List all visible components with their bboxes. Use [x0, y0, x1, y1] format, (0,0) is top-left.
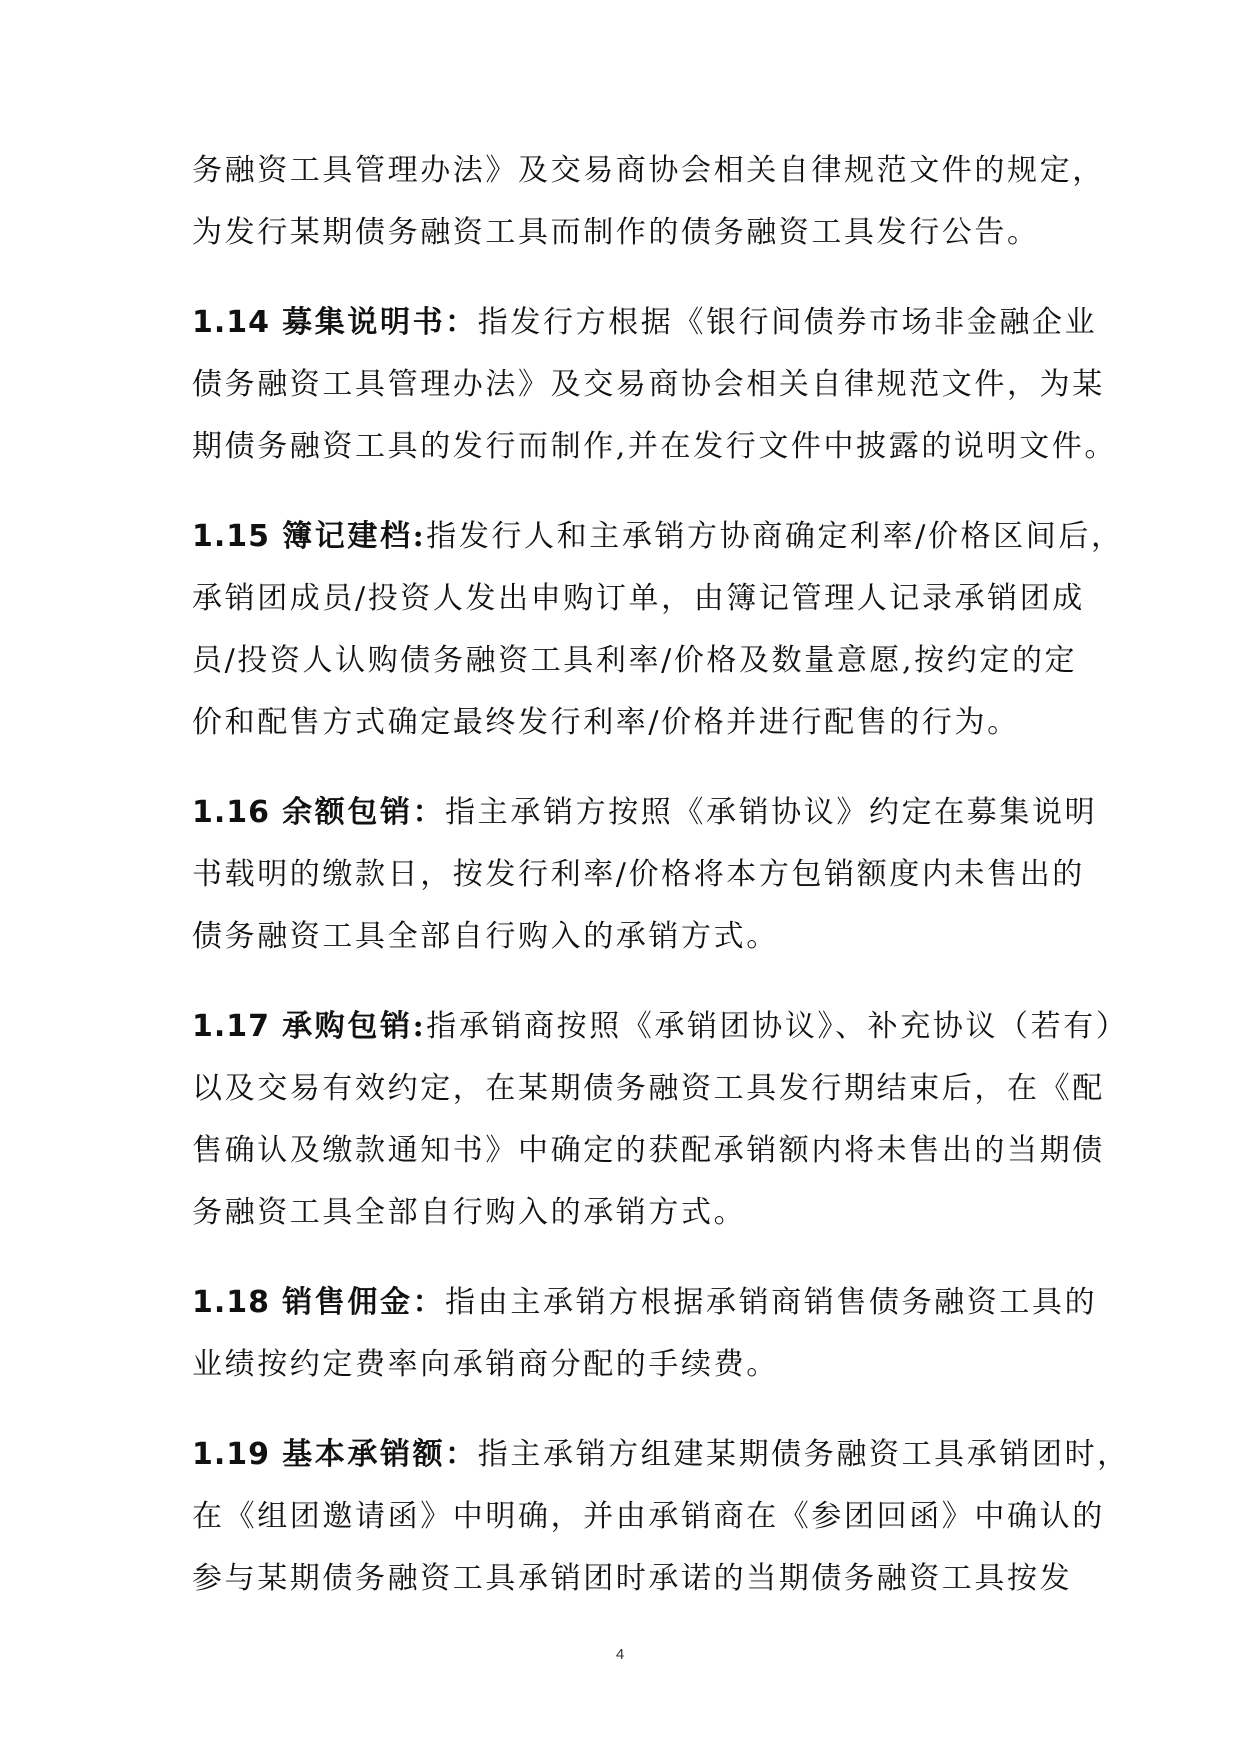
definition-1-15 [192, 506, 1124, 754]
definition-first-line [192, 292, 1098, 354]
text-line: 业绩按约定费率向承销商分配的手续费。 [192, 1347, 779, 1382]
definition-term: 销售佣金： [282, 1285, 446, 1320]
definition-number: 1.14 [192, 305, 271, 340]
text-line: 期债务融资工具的发行而制作,并在发行文件中披露的说明文件。 [192, 429, 1117, 464]
definition-number: 1.19 [192, 1437, 271, 1472]
page-number: 4 [615, 1646, 625, 1663]
text-line: 务融资工具全部自行购入的承销方式。 [192, 1195, 747, 1230]
text-line: 参与某期债务融资工具承销团时承诺的当期债务融资工具按发 [192, 1561, 1073, 1596]
text-line: 承销团成员/投资人发出申购订单，由簿记管理人记录承销团成 [192, 581, 1085, 616]
definition-number: 1.16 [192, 795, 271, 830]
definition-term: 余额包销： [282, 795, 446, 830]
definition-number: 1.17 [192, 1009, 271, 1044]
definition-first-line [192, 782, 1098, 844]
document-body [192, 140, 1130, 1638]
definition-first-line [192, 506, 1124, 568]
definition-1-14 [192, 292, 1117, 478]
definition-text: 指发行方根据《银行间债券市场非金融企业 [477, 305, 1098, 340]
text-line: 债务融资工具全部自行购入的承销方式。 [192, 919, 779, 954]
intro-paragraph [192, 140, 1105, 264]
definition-text: 指主承销方按照《承销协议》约定在募集说明 [445, 795, 1098, 830]
definition-number: 1.18 [192, 1285, 271, 1320]
definition-1-16 [192, 782, 1098, 968]
text-line: 书载明的缴款日，按发行利率/价格将本方包销额度内未售出的 [192, 857, 1085, 892]
definition-term: 募集说明书： [282, 305, 478, 340]
definition-term: 基本承销额： [282, 1437, 478, 1472]
definition-first-line [192, 1272, 1098, 1334]
text-line: 价和配售方式确定最终发行利率/价格并进行配售的行为。 [192, 705, 1020, 740]
definition-number: 1.15 [192, 519, 271, 554]
text-line: 务融资工具管理办法》及交易商协会相关自律规范文件的规定， [192, 153, 1105, 188]
definition-1-17 [192, 996, 1129, 1244]
definition-text: 指发行人和主承销方协商确定利率/价格区间后， [426, 519, 1124, 554]
text-line: 员/投资人认购债务融资工具利率/价格及数量意愿,按约定的定 [192, 643, 1078, 678]
definition-1-19 [192, 1424, 1130, 1610]
definition-term: 承购包销: [282, 1009, 427, 1044]
text-line: 售确认及缴款通知书》中确定的获配承销额内将未售出的当期债 [192, 1133, 1105, 1168]
definition-text: 指主承销方组建某期债务融资工具承销团时， [477, 1437, 1130, 1472]
text-line: 在《组团邀请函》中明确，并由承销商在《参团回函》中确认的 [192, 1499, 1105, 1534]
definition-term: 簿记建档: [282, 519, 427, 554]
text-line: 为发行某期债务融资工具而制作的债务融资工具发行公告。 [192, 215, 1040, 250]
definition-1-18 [192, 1272, 1098, 1396]
definition-text: 指承销商按照《承销团协议》、补充协议（若有） [426, 1009, 1129, 1044]
text-line: 债务融资工具管理办法》及交易商协会相关自律规范文件，为某 [192, 367, 1105, 402]
definition-first-line [192, 1424, 1130, 1486]
definition-text: 指由主承销方根据承销商销售债务融资工具的 [445, 1285, 1098, 1320]
definition-first-line [192, 996, 1129, 1058]
text-line: 以及交易有效约定，在某期债务融资工具发行期结束后，在《配 [192, 1071, 1105, 1106]
